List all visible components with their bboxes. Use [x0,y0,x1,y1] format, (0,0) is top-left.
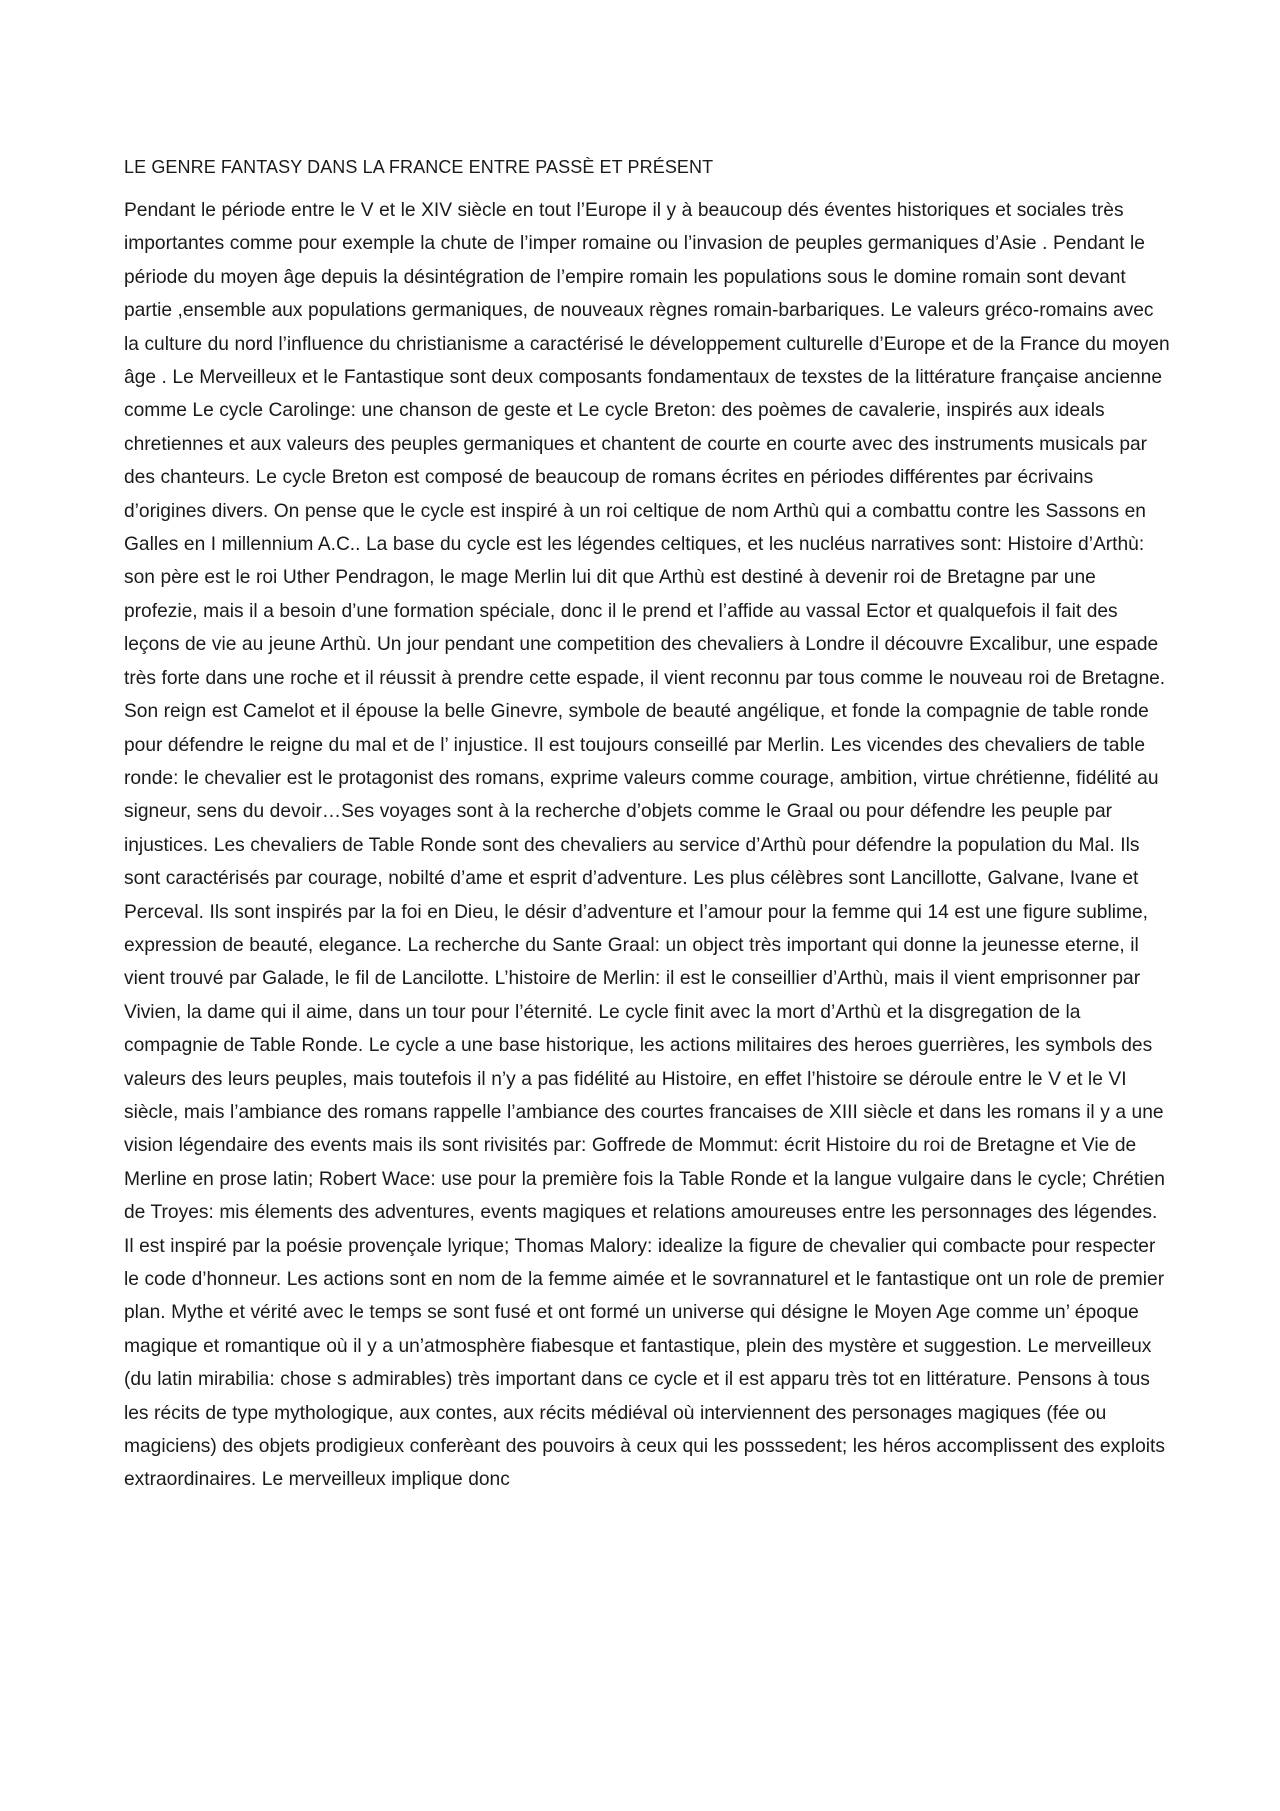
document-title: LE GENRE FANTASY DANS LA FRANCE ENTRE PASSÈ ET PRÉSENT [124,157,714,177]
document-body-paragraph: Pendant le période entre le V et le XIV siècle en tout l’Europe il y à beaucoup dés éventes historiques et sociales très importantes comme pour exemple la chute de l’imper romaine ou l’invasion de peuples germaniques d’Asie . Pendant le période du moyen âge depuis la désintégration de l’empire romain les populations sous le domine romain sont devant partie ,ensemble aux populations germaniques, de nouveaux règnes romain-barbariques. Le valeurs gréco-romains avec la culture du nord l’influence du christianisme a caractérisé le développement culturelle d’Europe et de la France du moyen âge . Le Merveilleux et le Fantastique sont deux composants fondamentaux de texstes de la littérature française ancienne comme Le cycle Carolinge: une chanson de geste et Le cycle Breton: des poèmes de cavalerie, inspirés aux ideals chretiennes et aux valeurs des peuples germaniques et chantent de courte en courte avec des instruments musicals par des chanteurs. Le cycle Breton est composé de beaucoup de romans écrites en périodes différentes par écrivains d’origines divers. On pense que le cycle est inspiré à un roi celtique de nom Arthù qui a combattu contre les Sassons en Galles en I millennium A.C.. La base du cycle est les légendes celtiques, et les nucléus narratives sont: Histoire d’Arthù: son père est le roi Uther Pendragon, le mage Merlin lui dit que Arthù est destiné à devenir roi de Bretagne par une profezie, mais il a besoin d’une formation spéciale, donc il le prend et l’affide au vassal Ector et qualquefois il fait des leçons de vie au jeune Arthù. Un jour pendant une competition des chevaliers à Londre il découvre Excalibur, une espade très forte dans une roche et il réussit à prendre cette espade, il vient reconnu par tous comme le nouveau roi de Bretagne. Son reign est Camelot et il épouse la belle Ginevre, symbole de beauté angélique, et fonde la compagnie de table ronde pour défendre le reigne du mal et de l’ injustice. Il est toujours conseillé par Merlin. Les vicendes des chevaliers de table ronde: le chevalier est le protagonist des romans, exprime valeurs comme courage, ambition, virtue chrétienne, fidélité au signeur, sens du devoir…Ses voyages sont à la recherche d’objets comme le Graal ou pour défendre les peuple par injustices. Les chevaliers de Table Ronde sont des chevaliers au service d’Arthù pour défendre la population du Mal. Ils sont caractérisés par courage, nobilté d’ame et esprit d’adventure. Les plus célèbres sont Lancillotte, Galvane, Ivane et Perceval. Ils sont inspirés par la foi en Dieu, le désir d’adventure et l’amour pour la femme qui 14 est une figure sublime, expression de beauté, elegance. La recherche du Sante Graal: un object très important qui donne la jeunesse eterne, il vient trouvé par Galade, le fil de Lancilotte. L’histoire de Merlin: il est le conseillier d’Arthù, mais il vient emprisonner par Vivien, la dame qui il aime, dans un tour pour l’éternité. Le cycle finit avec la mort d’Arthù et la disgregation de la compagnie de Table Ronde. Le cycle a une base historique, les actions militaires des heroes guerrières, les symbols des valeurs des leurs peuples, mais toutefois il n’y a pas fidélité au Histoire, en effet l’histoire se déroule entre le V et le VI siècle, mais l’ambiance des romans rappelle l’ambiance des courtes francaises de XIII siècle et dans les romans il y a une vision légendaire des events mais ils sont rivisités par: Goffrede de Mommut: écrit Histoire du roi de Bretagne et Vie de Merline en prose latin; Robert Wace: use pour la première fois la Table Ronde et la langue vulgaire dans le cycle; Chrétien de Troyes: mis élements des adventures, events magiques et relations amoureuses entre les personnages des légendes. Il est inspiré par la poésie provençale lyrique; Thomas Malory: idealize la figure de chevalier qui combacte pour respecter le code d’honneur. Les actions sont en nom de la femme aimée et le sovrannaturel et le fantastique ont un role de premier plan. Mythe et vérité avec le temps se sont fusé et ont formé un universe qui désigne le Moyen Age comme un’ époque magique et romantique où il y a un’atmosphère fiabesque et fantastique, plein des mystère et suggestion. Le merveilleux (du latin mirabilia: chose s admirables) très important dans ce cycle et il est apparu très tot en littérature. Pensons à tous les récits de type mythologique, aux contes, aux récits médiéval où interviennent des personages magiques (fée ou magiciens) des objets prodigieux conferèant des pouvoirs à ceux qui les posssedent; les héros accomplissent des exploits extraordinaires. Le merveilleux implique donc [124,200,1170,1491]
document-content [124,154,1170,1497]
